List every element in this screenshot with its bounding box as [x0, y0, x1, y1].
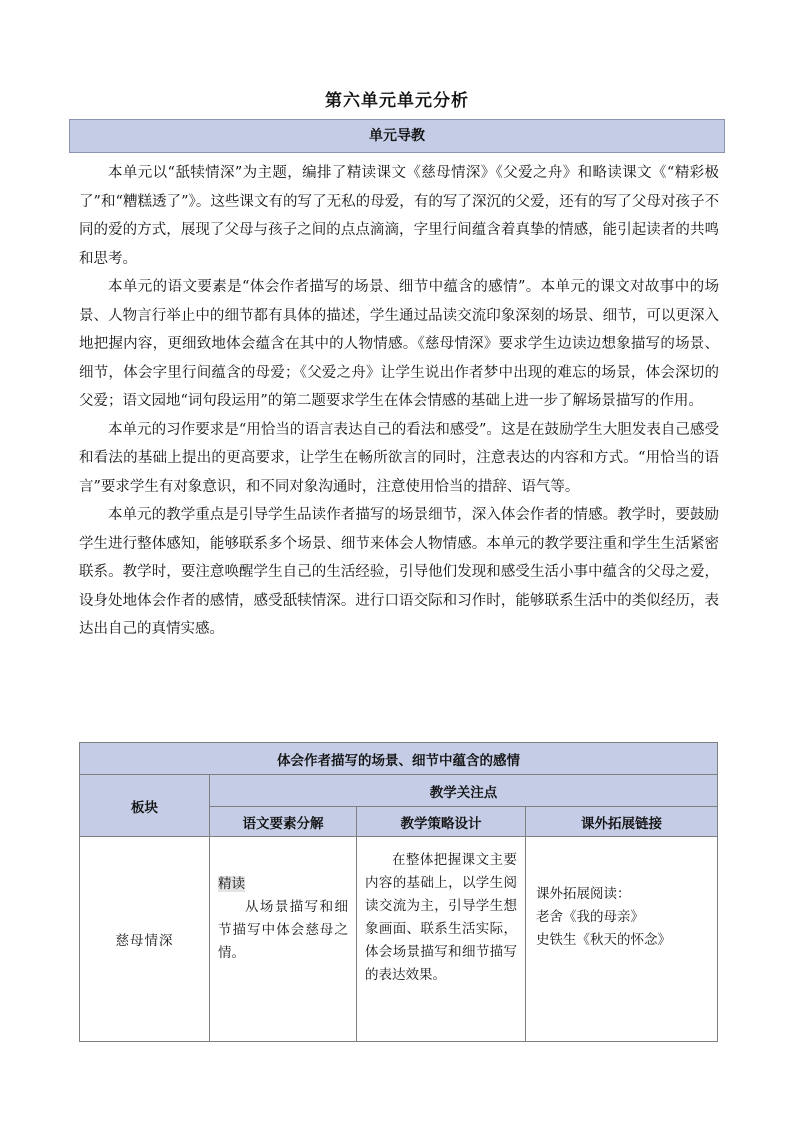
guide-paragraph-teaching-focus: 本单元的教学重点是引导学生品读作者描写的场景细节，深入体会作者的情感。教学时，要鼓励学生进行整体感知，能够联系多个场景、细节来体会人物情感。本单元的教学要注重和学生生活紧密联系。教学时，要注意唤醒学生自己的生活经验，引导他们发现和感受生活小事中蕴含的父母之爱，设身处地体会作者的感情，感受舐犊情深。进行口语交际和习作时，能够联系生活中的类似经历，表达出自己的真情实感。 — [79, 507, 719, 637]
section-cell: 慈母情深 — [80, 837, 210, 1042]
extension-title: 课外拓展阅读： — [536, 886, 631, 902]
unit-guide-text — [79, 159, 719, 644]
extension-item: 老舍《我的母亲》 — [536, 909, 644, 925]
column-header-element: 语文要素分解 — [210, 807, 357, 837]
page-title: 第六单元单元分析 — [325, 91, 469, 111]
extension-cell — [526, 837, 718, 1042]
guide-paragraph-language-element: 本单元的语文要素是“体会作者描写的场景、细节中蕴含的感情”。本单元的课文对故事中的场景、人物言行举止中的细节都有具体的描述，学生通过品读交流印象深刻的场景、细节，可以更深入地把握内容，更细致地体会蕴含在其中的人物情感。《慈母情深》要求学生边读边想象描写的场景、细节，体会字里行间蕴含的母爱；《父爱之舟》让学生说出作者梦中出现的难忘的场景，体会深切的父爱；语文园地“词句段运用”的第二题要求学生在体会情感的基础上进一步了解场景描写的作用。 — [79, 279, 719, 409]
strategy-text: 在整体把握课文主要内容的基础上，以学生阅读交流为主，引导学生想象画面、联系生活实际，体会场景描写和细节描写的表达效果。 — [365, 852, 517, 983]
guide-paragraph-writing: 本单元的习作要求是“用恰当的语言表达自己的看法和感受”。这是在鼓励学生大胆发表自己感受和看法的基础上提出的更高要求，让学生在畅所欲言的同时，注意表达的内容和方式。“用恰当的语言”要求学生有对象意识，和不同对象沟通时，注意使用恰当的措辞、语气等。 — [79, 421, 719, 495]
group-header-teaching-focus: 教学关注点 — [210, 775, 718, 807]
column-header-strategy: 教学策略设计 — [357, 807, 526, 837]
element-cell — [210, 837, 357, 1042]
analysis-table — [79, 742, 718, 1042]
column-header-section: 板块 — [80, 775, 210, 837]
strategy-cell — [357, 837, 526, 1042]
element-text: 从场景描写和细节描写中体会慈母之情。 — [218, 899, 348, 961]
column-header-extension: 课外拓展链接 — [526, 807, 718, 837]
table-caption: 体会作者描写的场景、细节中蕴含的感情 — [80, 743, 718, 775]
unit-guide-header: 单元导教 — [69, 119, 725, 153]
table-row — [80, 837, 718, 1042]
extension-item: 史铁生《秋天的怀念》 — [536, 932, 671, 948]
guide-paragraph-theme: 本单元以“舐犊情深”为主题，编排了精读课文《慈母情深》《父爱之舟》和略读课文《“精彩极了”和“糟糕透了”》。这些课文有的写了无私的母爱，有的写了深沉的父爱，还有的写了父母对孩子不同的爱的方式，展现了父母与孩子之间的点点滴滴，字里行间蕴含着真挚的情感，能引起读者的共鸣和思考。 — [79, 165, 719, 267]
reading-type-tag: 精读 — [218, 876, 245, 892]
